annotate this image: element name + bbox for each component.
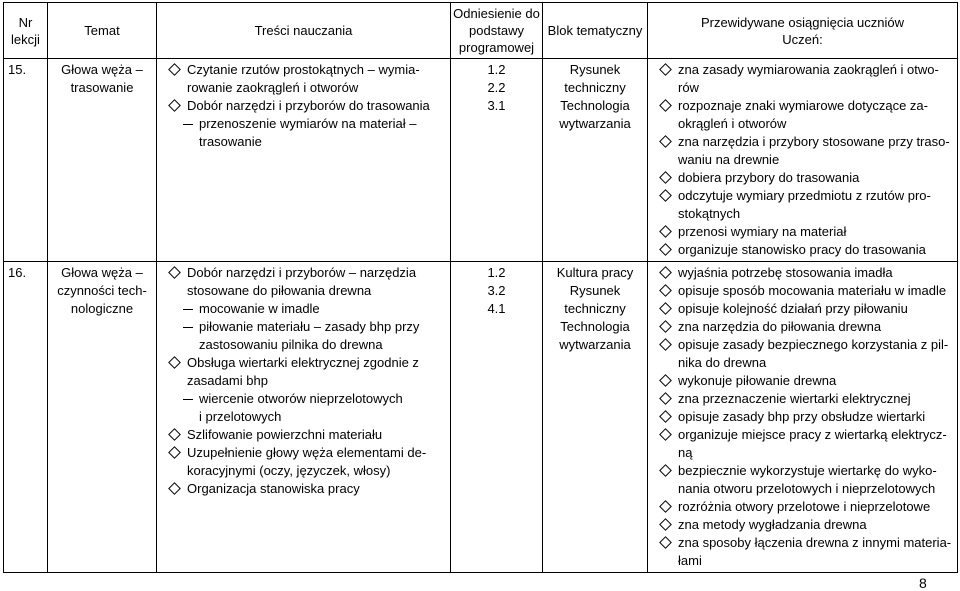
outcome-line: zna przeznaczenie wiertarki elektrycznej (678, 391, 911, 406)
outcome-line: bezpiecznie wykorzystuje wiertarkę do wyko- (678, 463, 937, 478)
outcome-item (652, 61, 953, 97)
outcome-item (652, 516, 953, 534)
header-nr: Nr lekcji (4, 3, 48, 59)
lesson-topic (48, 262, 157, 573)
content-line: piłowanie materiału – zasady bhp przy (199, 319, 420, 334)
content-sub-item (161, 318, 446, 354)
content-bullet-item (161, 97, 446, 115)
outcome-item (652, 300, 953, 318)
outcome-line: opisuje sposób mocowania materiału w imadle (678, 283, 947, 298)
outcome-line: wykonuje piłowanie drewna (678, 373, 837, 388)
thematic-block-line: Rysunek (569, 62, 621, 77)
content-line: Dobór narzędzi i przyborów – narzędzia (187, 265, 417, 280)
outcome-line: zna sposoby łączenia drewna z innymi materia- (678, 535, 952, 550)
reference-code: 1.2 (487, 265, 506, 280)
outcome-line: organizuje stanowisko pracy do trasowania (678, 242, 926, 257)
page-number: 8 (919, 575, 927, 591)
outcome-item (652, 534, 953, 570)
thematic-block-line: Rysunek (569, 283, 621, 298)
content-line: wiercenie otworów nieprzelotowych (199, 391, 403, 406)
outcome-line: zna narzędzia do piłowania drewna (678, 319, 882, 334)
content-line: przenoszenie wymiarów na materiał – (199, 116, 417, 131)
outcome-item (652, 462, 953, 498)
teaching-content (157, 262, 451, 573)
content-line: Organizacja stanowiska pracy (187, 481, 360, 496)
curriculum-table (3, 2, 958, 573)
outcome-item (652, 336, 953, 372)
reference-code: 2.2 (487, 80, 506, 95)
header-osiagniecia-title: Przewidywane osiągnięcia uczniów (700, 14, 905, 30)
thematic-block (543, 59, 648, 262)
lesson-topic-line: Głowa węża – (61, 265, 143, 280)
thematic-block (543, 262, 648, 573)
content-bullet-item (161, 354, 446, 390)
thematic-block-line: Technologia (560, 98, 630, 113)
reference-code: 3.1 (487, 98, 506, 113)
lesson-number: 16. (4, 262, 48, 573)
reference-code: 1.2 (487, 62, 506, 77)
content-bullet-item (161, 480, 446, 498)
curriculum-reference (451, 262, 543, 573)
outcome-line: opisuje zasady bhp przy obsłudze wiertarki (678, 409, 926, 424)
content-line: Obsługa wiertarki elektrycznej zgodnie z (187, 355, 419, 370)
content-line: Szlifowanie powierzchni materiału (187, 427, 383, 442)
expected-outcomes (648, 59, 958, 262)
thematic-block-line: Kultura pracy (556, 265, 634, 280)
outcome-line: ną (678, 445, 693, 460)
content-bullet-item (161, 264, 446, 300)
outcome-item (652, 264, 953, 282)
outcome-item (652, 372, 953, 390)
header-tresci: Treści nauczania (157, 3, 451, 59)
outcome-line: przenosi wymiary na materiał (678, 224, 847, 239)
outcome-item (652, 282, 953, 300)
header-osiagniecia-subtitle: Uczeń: (782, 31, 823, 47)
curriculum-reference (451, 59, 543, 262)
outcome-line: nika do drewna (678, 355, 767, 370)
teaching-content (157, 59, 451, 262)
content-line: mocowanie w imadle (199, 301, 320, 316)
outcome-line: odczytuje wymiary przedmiotu z rzutów pro- (678, 188, 931, 203)
thematic-block-line: Technologia (560, 319, 630, 334)
outcome-line: waniu na drewnie (678, 152, 780, 167)
header-blok: Blok tematyczny (543, 3, 648, 59)
content-line: zasadami bhp (187, 373, 268, 388)
outcome-item (652, 426, 953, 462)
outcome-line: stokątnych (678, 206, 741, 221)
outcome-item (652, 498, 953, 516)
expected-outcomes (648, 262, 958, 573)
content-line: trasowanie (199, 134, 262, 149)
content-line: zastosowaniu pilnika do drewna (199, 337, 383, 352)
outcome-item (652, 187, 953, 223)
outcome-item (652, 97, 953, 133)
header-odniesienie: Odniesienie do podstawy programowej (451, 3, 543, 59)
outcome-item (652, 133, 953, 169)
outcome-line: opisuje zasady bezpiecznego korzystania z pil- (678, 337, 949, 352)
lesson-topic-line: trasowanie (70, 80, 134, 95)
outcome-item (652, 390, 953, 408)
outcome-item (652, 408, 953, 426)
outcome-line: nania otworu przelotowych i nieprzelotowych (678, 481, 936, 496)
outcome-line: zna zasady wymiarowania zaokrągleń i otwo- (678, 62, 939, 77)
outcome-item (652, 169, 953, 187)
table-row (4, 262, 958, 573)
outcome-item (652, 223, 953, 241)
content-line: koracyjnymi (oczy, języczek, włosy) (187, 463, 391, 478)
outcome-line: organizuje miejsce pracy z wiertarką elektrycz- (678, 427, 947, 442)
reference-code: 4.1 (487, 301, 506, 316)
content-sub-item (161, 300, 446, 318)
content-sub-item (161, 115, 446, 151)
outcome-item (652, 318, 953, 336)
content-bullet-item (161, 444, 446, 480)
thematic-block-line: wytwarzania (559, 116, 631, 131)
lesson-number: 15. (4, 59, 48, 262)
outcome-line: wyjaśnia potrzebę stosowania imadła (678, 265, 893, 280)
outcome-line: rozpoznaje znaki wymiarowe dotyczące za- (678, 98, 928, 113)
outcome-line: dobiera przybory do trasowania (678, 170, 860, 185)
content-line: Dobór narzędzi i przyborów do trasowania (187, 98, 430, 113)
outcome-line: rów (678, 80, 699, 95)
content-sub-item (161, 390, 446, 426)
thematic-block-line: techniczny (564, 80, 626, 95)
content-line: Uzupełnienie głowy węża elementami de- (187, 445, 427, 460)
content-line: i przelotowych (199, 409, 282, 424)
outcome-line: łami (678, 553, 702, 568)
lesson-topic-line: Głowa węża – (61, 62, 143, 77)
header-temat: Temat (48, 3, 157, 59)
outcome-line: rozróżnia otwory przelotowe i nieprzelotowe (678, 499, 931, 514)
reference-code: 3.2 (487, 283, 506, 298)
table-row (4, 59, 958, 262)
content-line: rowanie zaokrągleń i otworów (187, 80, 359, 95)
outcome-line: zna narzędzia i przybory stosowane przy traso- (678, 134, 950, 149)
content-bullet-item (161, 426, 446, 444)
thematic-block-line: wytwarzania (559, 337, 631, 352)
lesson-topic (48, 59, 157, 262)
outcome-item (652, 241, 953, 259)
lesson-topic-line: nologiczne (70, 301, 134, 316)
header-row (4, 3, 958, 59)
content-line: stosowane do piłowania drewna (187, 283, 372, 298)
outcome-line: zna metody wygładzania drewna (678, 517, 867, 532)
thematic-block-line: techniczny (564, 301, 626, 316)
content-line: Czytanie rzutów prostokątnych – wymia- (187, 62, 420, 77)
header-osiagniecia (648, 3, 958, 59)
lesson-topic-line: czynności tech- (57, 283, 147, 298)
outcome-line: opisuje kolejność działań przy piłowaniu (678, 301, 908, 316)
outcome-line: okrągleń i otworów (678, 116, 787, 131)
content-bullet-item (161, 61, 446, 97)
